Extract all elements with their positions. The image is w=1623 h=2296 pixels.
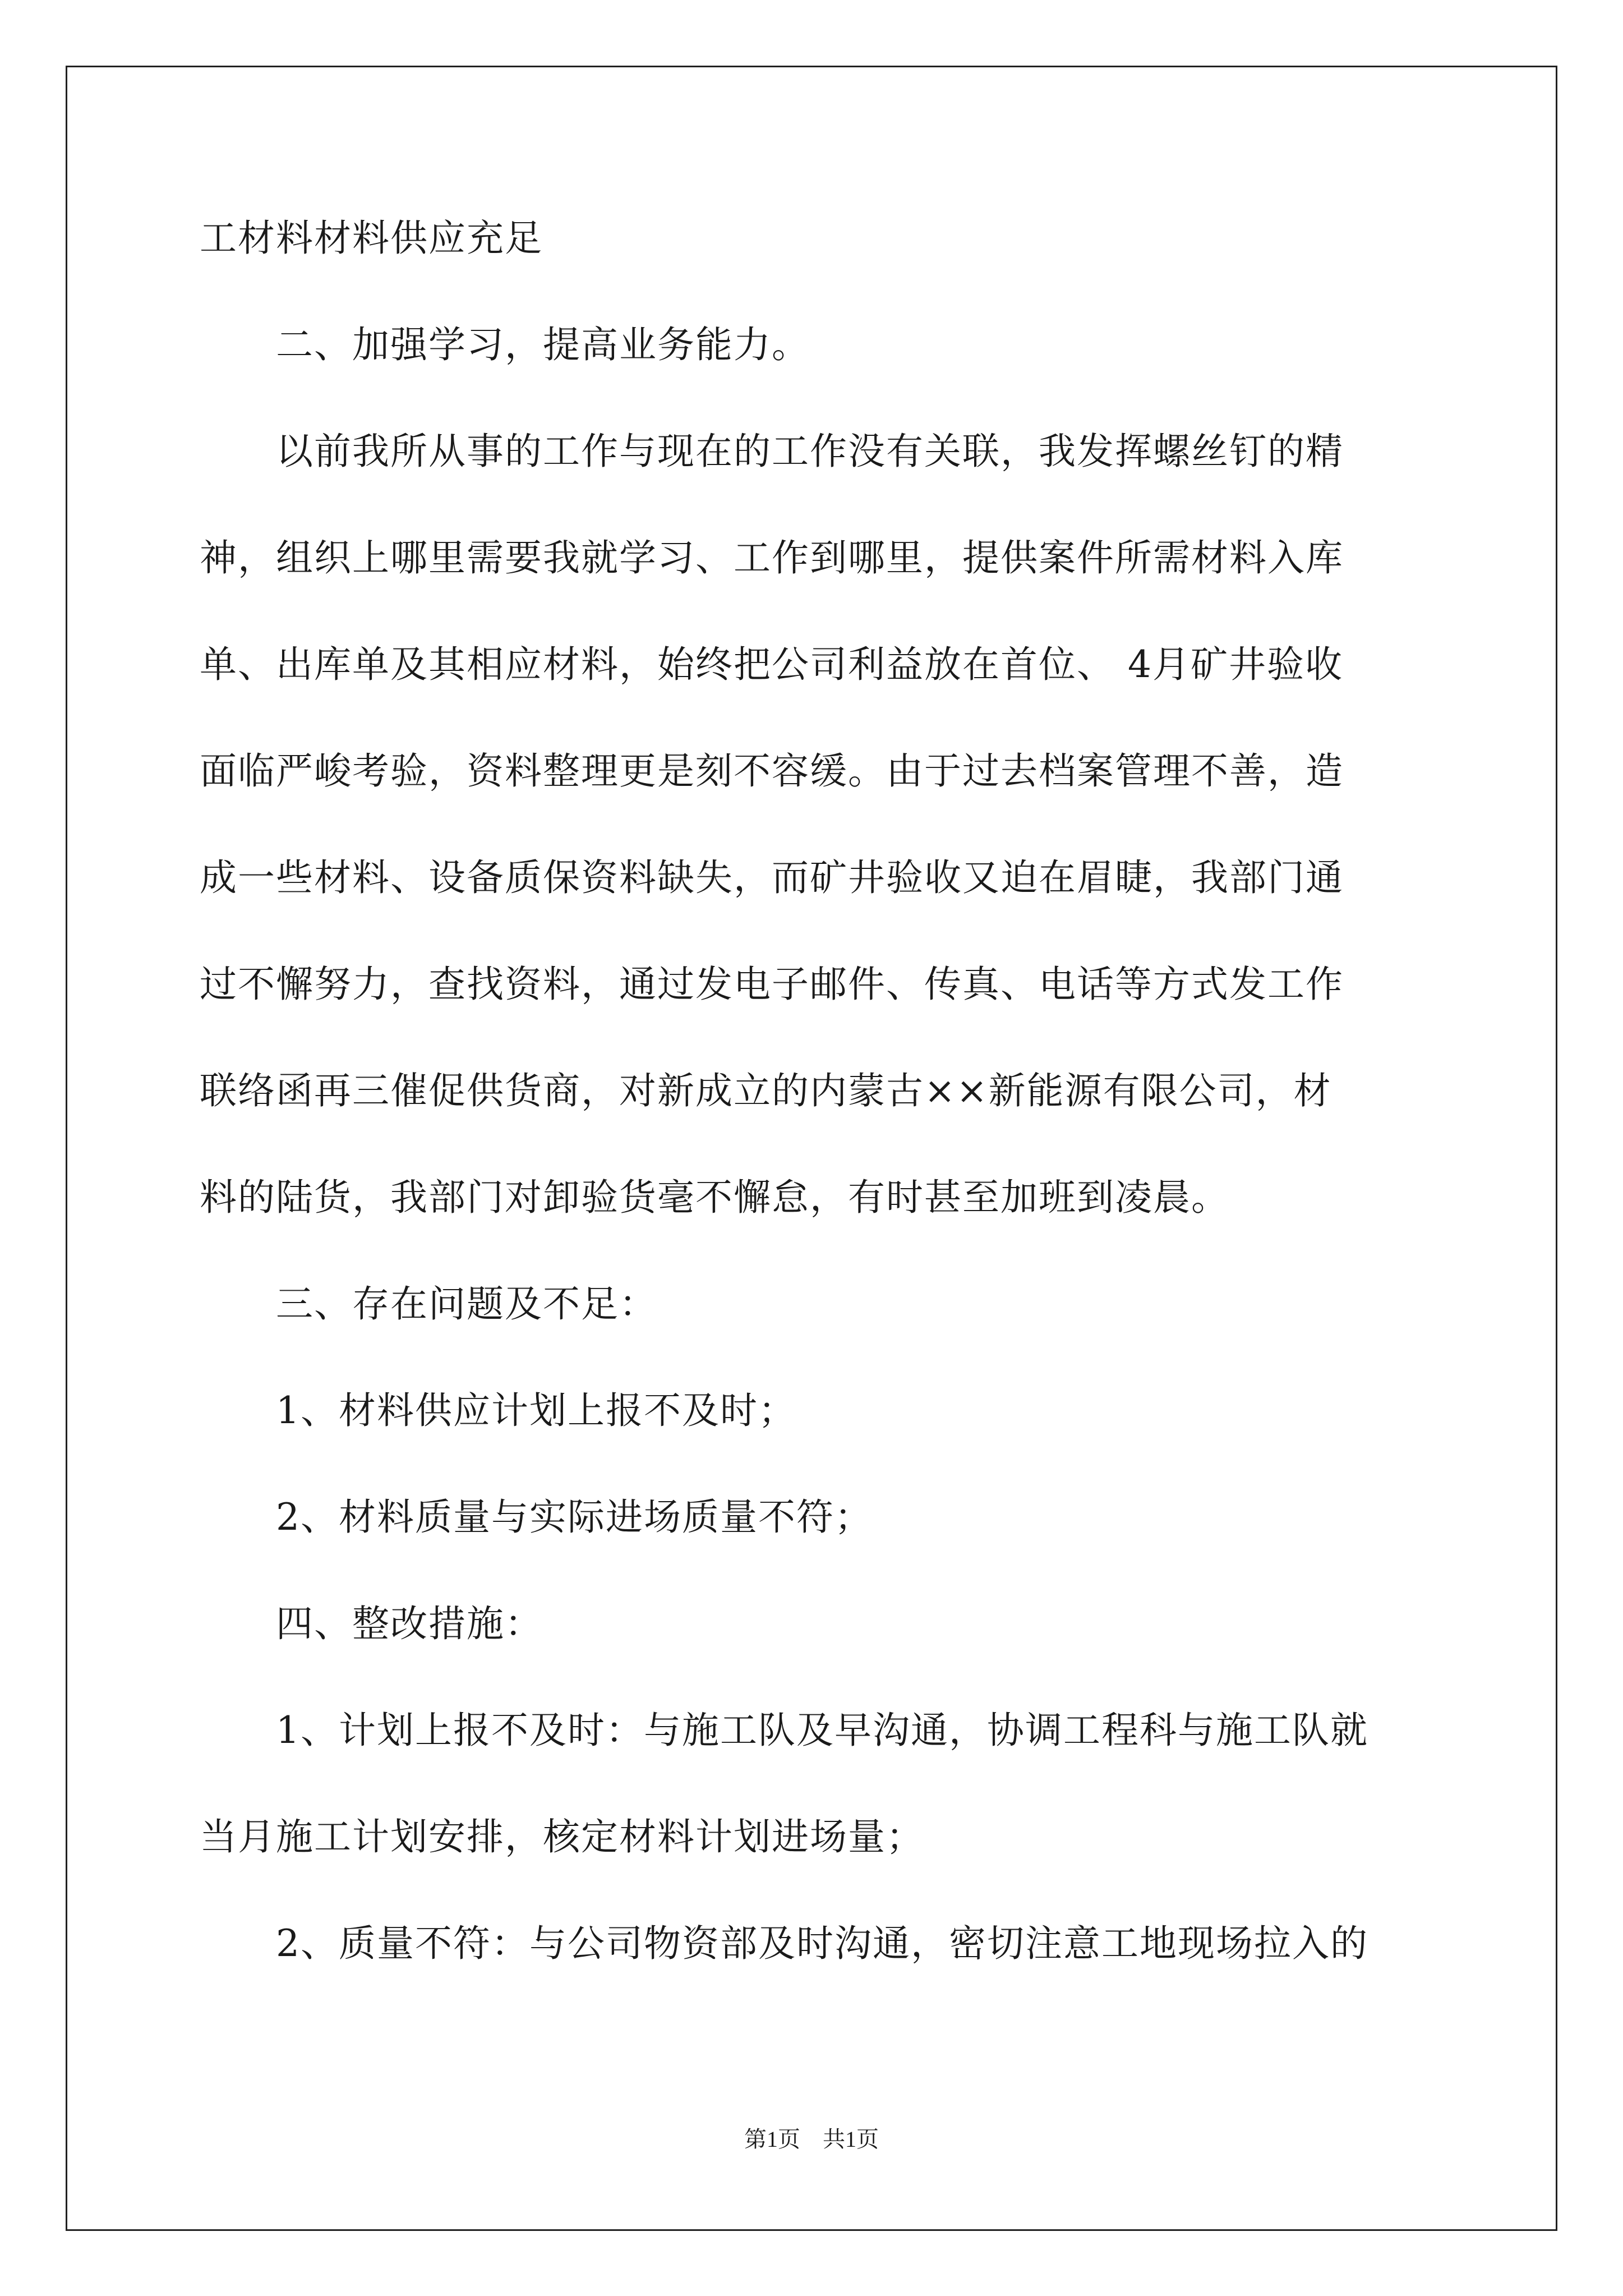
list-item: 2、材料质量与实际进场质量不符；	[200, 1496, 873, 1539]
text-line: 以前我所从事的工作与现在的工作没有关联，我发挥螺丝钉的精	[200, 430, 1344, 473]
page-border	[66, 66, 1557, 2231]
text-line: 单、出库单及其相应材料，始终把公司利益放在首位、 4月矿井验收	[200, 643, 1343, 686]
text-line: 工材料材料供应充足	[200, 217, 543, 260]
list-item: 1、材料供应计划上报不及时；	[200, 1389, 796, 1432]
section-heading: 二、加强学习，提高业务能力。	[200, 323, 810, 366]
text-line: 神，组织上哪里需要我就学习、工作到哪里，提供案件所需材料入库	[200, 536, 1344, 579]
section-heading: 三、存在问题及不足：	[200, 1282, 657, 1326]
text-line: 成一些材料、设备质保资料缺失，而矿井验收又迫在眉睫，我部门通	[200, 856, 1344, 899]
list-item: 2、质量不符：与公司物资部及时沟通，密切注意工地现场拉入的	[200, 1922, 1368, 1965]
section-heading: 四、整改措施：	[200, 1602, 543, 1645]
list-item: 1、计划上报不及时：与施工队及早沟通，协调工程科与施工队就	[200, 1709, 1368, 1752]
text-line: 过不懈努力，查找资料，通过发电子邮件、传真、电话等方式发工作	[200, 963, 1344, 1006]
page-footer: 第1页 共1页	[744, 2127, 879, 2152]
text-line: 面临严峻考验，资料整理更是刻不容缓。由于过去档案管理不善，造	[200, 749, 1344, 793]
text-line: 联络函再三催促供货商，对新成立的内蒙古××新能源有限公司，材	[200, 1069, 1332, 1112]
text-line: 当月施工计划安排，核定材料计划进场量；	[200, 1815, 924, 1858]
text-line: 料的陆货，我部门对卸验货毫不懈怠，有时甚至加班到凌晨。	[200, 1176, 1229, 1219]
